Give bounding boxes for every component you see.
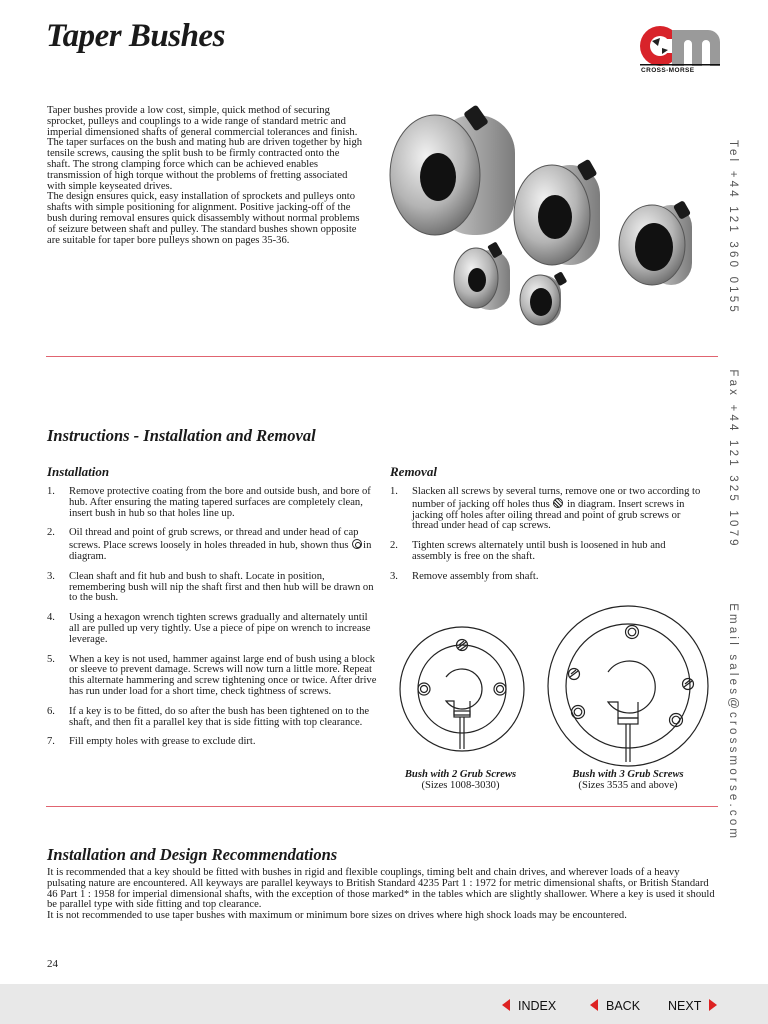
arrow-left-icon (590, 999, 598, 1011)
jacking-hole-icon (553, 498, 563, 508)
list-item: 5. When a key is not used, hammer against large end of bush using a block or sleeve to prevent damage. Screws will now turn a little more. Repeat this alternate hammering and screw tightening once or twice. After drive has run under load for a short time, check tightness of screws. (47, 653, 377, 697)
next-button[interactable]: NEXT (668, 999, 717, 1013)
installation-heading: Installation (47, 464, 110, 479)
removal-heading: Removal (390, 464, 437, 479)
list-item: 3. Clean shaft and fit hub and bush to shaft. Locate in position, remembering bush will nip the shaft first and then hub will be drawn on to the bush. (47, 570, 374, 604)
design-paragraph: It is not recommended to use taper bushes with maximum or minimum bore sizes on drives where high shock loads may be encountered. (47, 910, 627, 922)
list-item: 7. Fill empty holes with grease to exclude dirt. (47, 736, 256, 748)
instructions-heading: Instructions - Installation and Removal (47, 426, 316, 445)
design-text (47, 868, 719, 922)
divider (46, 806, 718, 807)
footer-bar (0, 984, 768, 1024)
taper-bushes-photo (380, 95, 710, 330)
page-title: Taper Bushes (46, 18, 225, 54)
intro-paragraph: The design ensures quick, easy installation of sprockets and pulleys onto shafts with simple positioning for alignment. Positive jacking-off of the bush during removal ensures quick disassembly without normal problems of seizure between shaft and pulley. The standard bushes shown opposite are suitable for taper bore pulleys shown on pages 35-36. (47, 191, 360, 246)
logo-text: CROSS-MORSE (641, 67, 695, 74)
page-number: 24 (47, 958, 58, 970)
list-item: 4. Using a hexagon wrench tighten screws gradually and alternately until all are pulled up very tightly. Use a piece of pipe on wrench to increase leverage. (47, 612, 371, 645)
intro-text (47, 106, 365, 246)
list-item: 6. If a key is to be fitted, do so after the bush has been tightened on to the shaft, and then fit a parallel key that is side fitting with top clearance. (47, 705, 370, 728)
back-button[interactable]: BACK (590, 999, 640, 1013)
contact-sidebar (727, 140, 760, 920)
arrow-left-icon (502, 999, 510, 1011)
list-item: 1. Slacken all screws by several turns, remove one or two according to number of jacking off holes thus in diagram. Insert screws in jacking off holes after oiling thread and point of grub screws or thread under head of cap screws. (390, 486, 701, 532)
removal-steps (390, 487, 702, 592)
sidebar-fax: Fax +44 121 325 1079 (727, 369, 739, 549)
design-heading: Installation and Design Recommendations (47, 845, 338, 864)
list-item: 3. Remove assembly from shaft. (390, 570, 539, 582)
installation-steps (47, 487, 377, 757)
diagram-caption-2-screws: Bush with 2 Grub Screws (Sizes 1008-3030) (404, 769, 517, 791)
intro-paragraph: The taper surfaces on the bush and mating hub are driven together by high tensile screws, causing the split bush to be firmly contracted onto the shaft. The strong clamping force which can be achieved enables transmission of high torque without the problems of fretting associated with simple keyseated drives. (47, 137, 363, 192)
list-item: 2. Oil thread and point of grub screws, or thread and under head of cap screws. Place screws loosely in holes threaded in hub, shown thus in diagram. (47, 527, 372, 562)
intro-paragraph: Taper bushes provide a low cost, simple, quick method of securing sprocket, pulleys and couplings to a wide range of standard metric and imperial dimensioned shafts of general commercial tolerances and finish. (47, 105, 358, 138)
arrow-right-icon (709, 999, 717, 1011)
sidebar-email[interactable]: Email sales@crossmorse.com (727, 603, 739, 842)
bush-3-grub-screws-diagram (540, 604, 716, 770)
sidebar-tel: Tel +44 121 360 0155 (727, 140, 739, 315)
bush-2-grub-screws-diagram (398, 625, 526, 765)
list-item: 2. Tighten screws alternately until bush is loosened in hub and assembly is free on the shaft. (390, 540, 666, 562)
threaded-hole-icon (352, 539, 362, 549)
list-item: 1. Remove protective coating from the bore and outside bush, and bore of hub. After ensuring the mating tapered surfaces are completely clean, insert bush in hub so that holes line up. (47, 486, 371, 519)
diagram-caption-3-screws: Bush with 3 Grub Screws (Sizes 3535 and above) (572, 769, 684, 791)
index-button[interactable]: INDEX (502, 999, 556, 1013)
divider (46, 356, 718, 357)
design-paragraph: It is recommended that a key should be fitted with bushes in rigid and flexible couplings, timing belt and chain drives, and wherever loads of a heavy pulsating nature are encountered. All keyways are parallel keyways to British Standard 4235 Part 1 : 1972 for metric dimensional shafts, or British Standard 46 Part 1 : 1958 for imperial dimensional shafts, with the exception of those marked* in the tables which are slightly shallower. Where a key is used it should be parallel type with side fitting and top clearance. (47, 867, 715, 911)
